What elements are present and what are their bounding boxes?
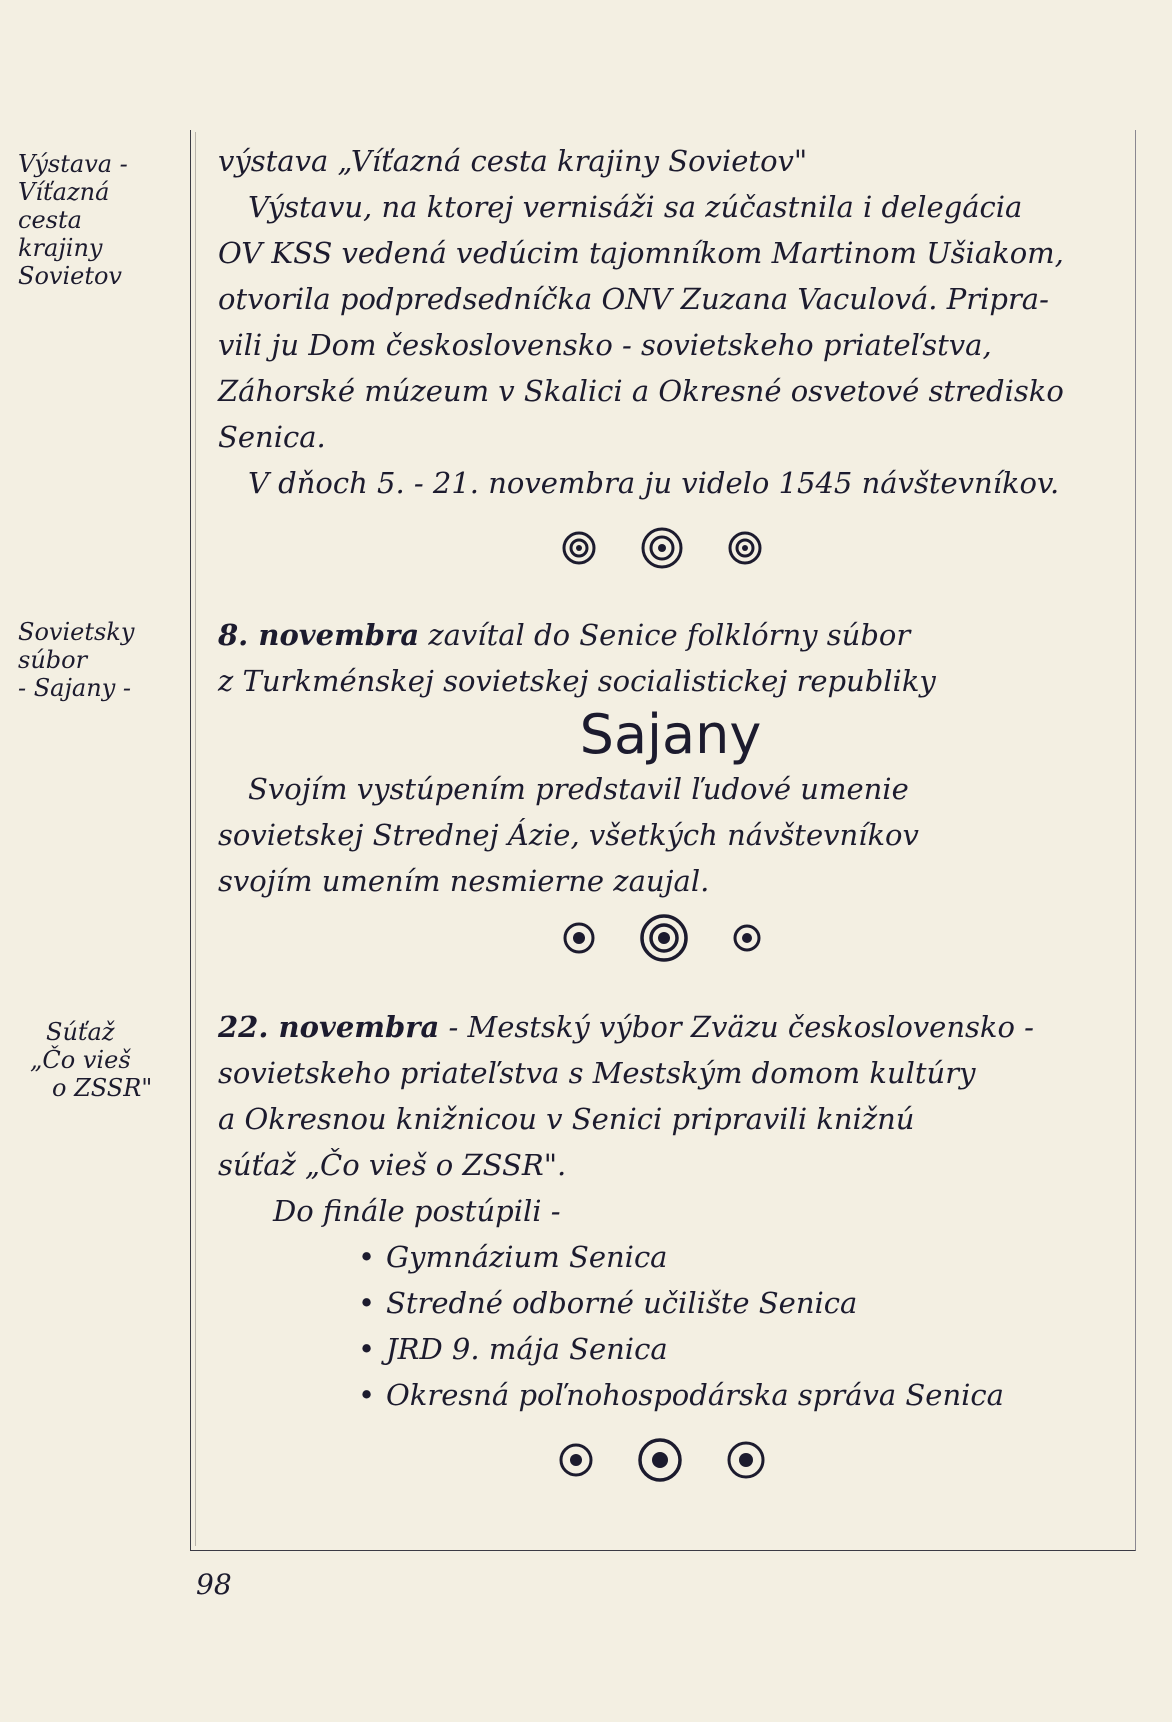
entry-line: Svojím vystúpením predstavil ľudové umenie xyxy=(248,772,909,806)
margin-note-line: Výstava - xyxy=(18,150,128,178)
entry-line: a Okresnou knižnicou v Senici pripravili knižnú xyxy=(218,1102,915,1136)
entry-line: svojím umením nesmierne zaujal. xyxy=(218,864,710,898)
frame-rule xyxy=(195,132,196,1546)
spiral-icon xyxy=(638,912,690,964)
spiral-icon xyxy=(730,921,764,955)
entry-exhibition xyxy=(218,138,1123,506)
spiral-icon xyxy=(639,525,685,571)
entry-line: vili ju Dom československo - sovietskeho priateľstva, xyxy=(218,328,992,362)
margin-note-line: súbor xyxy=(18,646,88,674)
entry-date: 8. novembra xyxy=(218,618,420,652)
page-number: 98 xyxy=(196,1568,232,1601)
margin-note-line: Víťazná xyxy=(18,178,110,206)
entry-line: OV KSS vedená vedúcim tajomníkom Martinom Ušiakom, xyxy=(218,236,1064,270)
finalists-list xyxy=(218,1234,1123,1418)
entry-date: 22. novembra xyxy=(218,1010,440,1044)
entry-line xyxy=(218,612,1123,658)
spiral-ornament xyxy=(190,912,1134,964)
entry-line: súťaž „Čo vieš o ZSSR". xyxy=(218,1148,567,1182)
spiral-icon xyxy=(556,1440,596,1480)
spiral-ornament xyxy=(190,525,1134,571)
entry-line: Záhorské múzeum v Skalici a Okresné osvetové stredisko xyxy=(218,374,1064,408)
entry-line: výstava „Víťazná cesta krajiny Sovietov" xyxy=(218,144,808,178)
entry-line: otvorila podpredsedníčka ONV Zuzana Vaculová. Pripra- xyxy=(218,282,1049,316)
margin-note-ensemble xyxy=(18,618,178,702)
spiral-icon xyxy=(724,1438,768,1482)
entry-line: Senica. xyxy=(218,420,326,454)
list-item: • JRD 9. mája Senica xyxy=(358,1326,1123,1372)
margin-note-line: krajiny xyxy=(18,234,103,262)
margin-note-line: „Čo vieš xyxy=(30,1046,131,1074)
margin-note-line: Sovietsky xyxy=(18,618,135,646)
margin-note-quiz xyxy=(18,1018,178,1102)
spiral-icon xyxy=(559,528,599,568)
ensemble-title: Sajany xyxy=(579,703,762,766)
margin-note-line: o ZSSR" xyxy=(52,1074,153,1102)
entry-ensemble xyxy=(218,612,1123,904)
margin-note-line: Súťaž xyxy=(46,1018,115,1046)
margin-note-line: - Sajany - xyxy=(18,674,131,702)
finalists-heading: Do finále postúpili - xyxy=(273,1194,561,1228)
entry-quiz xyxy=(218,1004,1123,1418)
spiral-icon xyxy=(560,919,598,957)
list-item: • Stredné odborné učilište Senica xyxy=(358,1280,1123,1326)
spiral-icon xyxy=(725,528,765,568)
list-item: • Gymnázium Senica xyxy=(358,1234,1123,1280)
entry-text: - Mestský výbor Zväzu československo - xyxy=(448,1010,1034,1044)
entry-line: z Turkménskej sovietskej socialistickej republiky xyxy=(218,664,936,698)
entry-line: Výstavu, na ktorej vernisáži sa zúčastnila i delegácia xyxy=(248,190,1023,224)
margin-note-exhibition xyxy=(18,150,178,290)
entry-line: sovietskeho priateľstva s Mestským domom kultúry xyxy=(218,1056,976,1090)
list-item: • Okresná poľnohospodárska správa Senica xyxy=(358,1372,1123,1418)
spiral-ornament xyxy=(190,1436,1134,1484)
spiral-icon xyxy=(636,1436,684,1484)
entry-line: V dňoch 5. - 21. novembra ju videlo 1545 návštevníkov. xyxy=(248,466,1060,500)
margin-note-line: cesta xyxy=(18,206,82,234)
margin-note-line: Sovietov xyxy=(18,262,122,290)
entry-text: zavítal do Senice folklórny súbor xyxy=(428,618,911,652)
entry-line xyxy=(218,1004,1123,1050)
entry-line: sovietskej Strednej Ázie, všetkých návštevníkov xyxy=(218,818,919,852)
